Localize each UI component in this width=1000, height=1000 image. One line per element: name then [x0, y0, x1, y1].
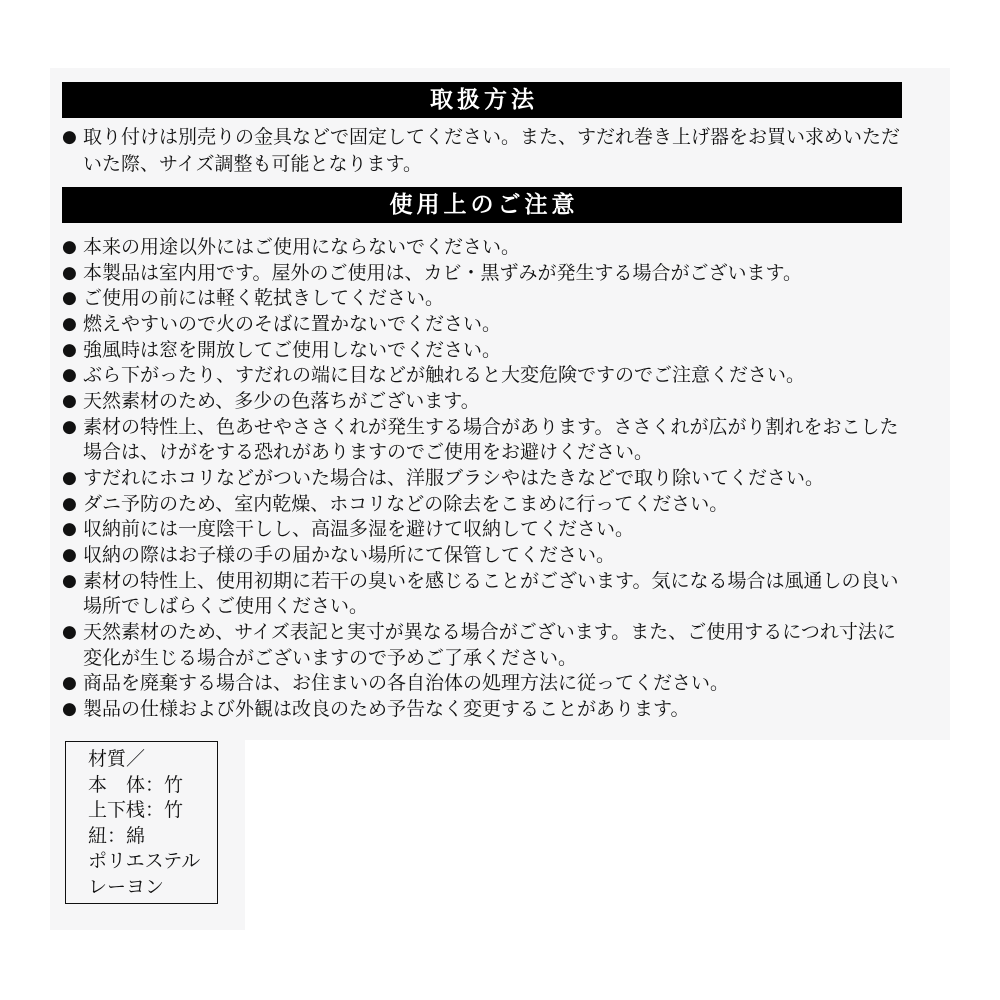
item-line: すだれにホコリなどがついた場合は、洋服ブラシやはたきなどで取り除いてください。: [83, 467, 825, 490]
caution-item: [62, 620, 912, 671]
bullet-icon: ●: [62, 262, 77, 283]
material-line: 紐：綿: [88, 824, 146, 847]
caution-item: [62, 697, 912, 723]
handling-list: [62, 124, 912, 178]
caution-item: [62, 671, 912, 697]
bullet-icon: ●: [62, 416, 77, 437]
bullet-icon: ●: [62, 339, 77, 360]
caution-item: [62, 543, 912, 569]
item-line: ぶら下がったり、すだれの端に目などが触れると大変危険ですのでご注意ください。: [83, 364, 806, 387]
caution-item-text: [83, 671, 729, 697]
item-line: 強風時は窓を開放してご使用しないでください。: [83, 338, 502, 361]
caution-item-text: [83, 466, 824, 492]
material-line: ポリエステル: [88, 850, 201, 872]
item-line: 本来の用途以外にはご使用にならないでください。: [83, 236, 521, 258]
caution-item-text: [83, 363, 805, 389]
material-heading: 材質／: [88, 748, 146, 770]
caution-item: [62, 466, 912, 492]
bullet-icon: ●: [62, 127, 77, 147]
caution-item-text: [83, 286, 444, 312]
bullet-icon: ●: [62, 468, 77, 489]
item-line: 素材の特性上、使用初期に若干の臭いを感じることがございます。気になる場合は風通しの良い: [83, 569, 899, 592]
material-box: [65, 741, 218, 904]
bullet-icon: ●: [62, 519, 77, 540]
bullet-icon: ●: [62, 288, 77, 309]
handling-item-text: [83, 124, 900, 178]
caution-item-text: [83, 569, 898, 620]
bullet-icon: ●: [62, 391, 77, 412]
item-line: 収納前には一度陰干しし、高温多湿を避けて収納してください。: [83, 518, 635, 541]
bullet-icon: ●: [62, 314, 77, 335]
bullet-icon: ●: [62, 622, 77, 643]
item-line: 商品を廃棄する場合は、お住まいの各自治体の処理方法に従ってください。: [83, 672, 730, 695]
handling-header: 取扱方法: [62, 82, 902, 118]
caution-item-text: [83, 697, 689, 723]
bullet-icon: ●: [62, 570, 77, 591]
item-line: 燃えやすいので火のそばに置かないでください。: [83, 313, 502, 336]
bullet-icon: ●: [62, 545, 77, 566]
caution-item-text: [83, 389, 480, 415]
material-line: レーヨン: [88, 875, 165, 898]
caution-item: [62, 338, 912, 364]
bullet-icon: ●: [62, 237, 77, 257]
caution-header: 使用上のご注意: [62, 187, 902, 223]
caution-item: [62, 363, 912, 389]
material-line: 上下桟：竹: [88, 799, 184, 821]
caution-list: [62, 235, 912, 723]
item-line: 本製品は室内用です。屋外のご使用は、カビ・黒ずみが発生する場合がございます。: [83, 261, 802, 284]
item-line: 場所でしばらくご使用ください。: [83, 595, 369, 618]
caution-item: [62, 517, 912, 543]
item-line: 天然素材のため、多少の色落ちがございます。: [83, 390, 480, 413]
caution-item-text: [83, 235, 520, 261]
bullet-icon: ●: [62, 493, 77, 514]
item-line: ご使用の前には軽く乾拭きしてください。: [83, 287, 445, 310]
item-line: 素材の特性上、色あせやささくれが発生する場合があります。ささくれが広がり割れをおこした: [83, 415, 899, 438]
item-line: いた際、サイズ調整も可能となります。: [83, 153, 422, 175]
item-line: 収納の際はお子様の手の届かない場所にて保管してください。: [83, 544, 616, 567]
caution-item-text: [83, 492, 728, 518]
caution-item-text: [83, 312, 501, 338]
item-line: 場合は、けがをする恐れがありますのでご使用をお避けください。: [83, 441, 654, 464]
caution-item: [62, 235, 912, 261]
caution-item: [62, 415, 912, 466]
material-line: 本 体：竹: [88, 773, 184, 796]
caution-item-text: [83, 261, 802, 287]
caution-item-text: [83, 415, 898, 466]
caution-item-text: [83, 517, 634, 543]
bullet-icon: ●: [62, 699, 77, 720]
bullet-icon: ●: [62, 673, 77, 694]
item-line: 製品の仕様および外観は改良のため予告なく変更することがあります。: [83, 698, 690, 721]
caution-item: [62, 261, 912, 287]
bullet-icon: ●: [62, 365, 77, 386]
caution-item-text: [83, 543, 615, 569]
caution-item: [62, 286, 912, 312]
handling-item: [62, 124, 912, 178]
caution-item: [62, 569, 912, 620]
item-line: ダニ予防のため、室内乾燥、ホコリなどの除去をこまめに行ってください。: [83, 492, 729, 515]
item-line: 天然素材のため、サイズ表記と実寸が異なる場合がございます。また、ご使用するにつれ寸法に: [83, 621, 896, 644]
caution-item-text: [83, 620, 896, 671]
item-line: 取り付けは別売りの金具などで固定してください。また、すだれ巻き上げ器をお買い求めいただ: [83, 126, 901, 148]
caution-item: [62, 312, 912, 338]
caution-item: [62, 389, 912, 415]
caution-item: [62, 492, 912, 518]
caution-item-text: [83, 338, 501, 364]
item-line: 変化が生じる場合がございますので予めご了承ください。: [83, 646, 578, 669]
